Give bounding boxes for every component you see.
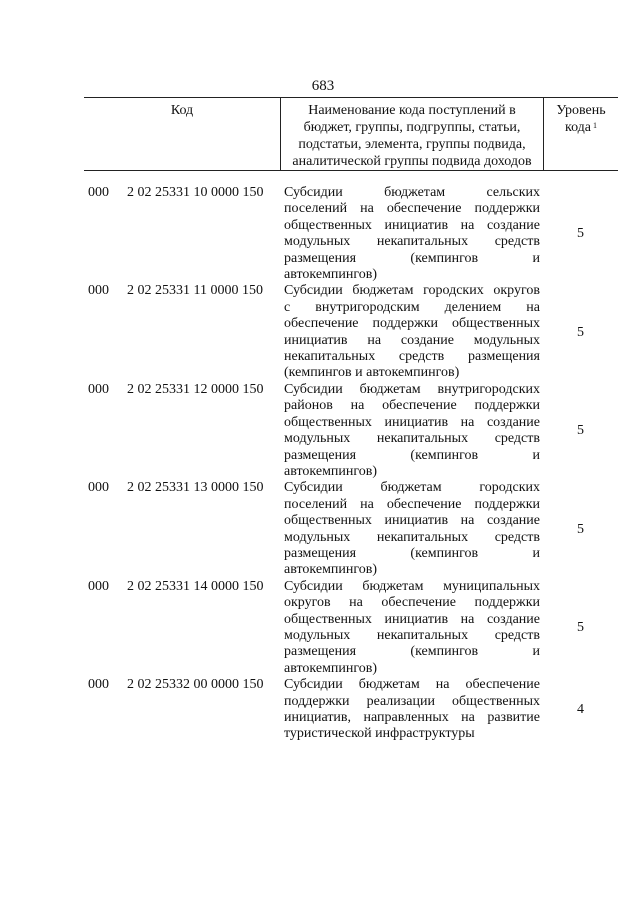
row-name-line: размещения (кемпингов и xyxy=(284,545,540,561)
header-name xyxy=(281,102,543,170)
row-name-line: автокемпингов) xyxy=(284,463,378,479)
row-name-line: Субсидии бюджетам городских округов xyxy=(284,283,540,299)
row-name-line: с внутригородским делением на xyxy=(284,299,540,315)
header-name-line: бюджет, группы, подгруппы, статьи, xyxy=(303,120,521,135)
row-revenue-code: 2 02 25331 13 0000 150 xyxy=(127,480,264,496)
row-name xyxy=(284,185,540,283)
row-level: 5 xyxy=(577,226,584,242)
table-body xyxy=(84,185,618,743)
revenue-code-table xyxy=(84,97,618,742)
row-name-line: размещения (кемпингов и xyxy=(284,250,540,266)
table-row xyxy=(84,283,618,381)
table-header xyxy=(84,97,618,171)
row-name-line: (кемпингов и автокемпингов) xyxy=(284,365,460,381)
header-code: Код xyxy=(170,103,194,118)
row-name-line: некапитальных средств размещения xyxy=(284,349,540,365)
row-name-line: поддержки реализации общественных xyxy=(284,693,540,709)
row-name-line: размещения (кемпингов и xyxy=(284,447,540,463)
row-name-line: общественных инициатив на создание xyxy=(284,513,540,529)
header-level xyxy=(544,102,618,136)
table-row xyxy=(84,382,618,480)
header-level-text: кода xyxy=(564,120,592,135)
row-name-line: обеспечение поддержки общественных xyxy=(284,316,540,332)
row-name-line: поселений на обеспечение поддержки xyxy=(284,201,540,217)
header-name-line: аналитической группы подвида доходов xyxy=(292,154,532,169)
row-level: 4 xyxy=(577,702,584,717)
row-name-line: туристической инфраструктуры xyxy=(284,726,475,742)
row-admin-code: 000 xyxy=(88,677,109,693)
row-name-line: Субсидии бюджетам сельских xyxy=(284,185,540,200)
row-name-line: модульных некапитальных средств xyxy=(284,234,540,250)
row-admin-code: 000 xyxy=(88,480,109,496)
row-revenue-code: 2 02 25331 11 0000 150 xyxy=(127,283,263,299)
row-name-line: Субсидии бюджетам на обеспечение xyxy=(284,677,540,693)
row-revenue-code: 2 02 25331 12 0000 150 xyxy=(127,381,264,397)
row-name-line: общественных инициатив на создание xyxy=(284,414,540,430)
row-name-line: Субсидии бюджетам муниципальных xyxy=(284,578,540,594)
row-name-line: инициатив на создание модульных xyxy=(284,332,540,348)
row-admin-code: 000 xyxy=(88,381,109,397)
row-name-line: общественных инициатив на создание xyxy=(284,611,540,627)
row-name-line: Субсидии бюджетам внутригородских xyxy=(284,381,540,397)
row-revenue-code: 2 02 25331 10 0000 150 xyxy=(127,185,264,200)
row-name xyxy=(284,382,540,480)
row-name-line: модульных некапитальных средств xyxy=(284,431,540,447)
row-name-line: инициатив, направленных на развитие xyxy=(284,710,540,725)
row-admin-code: 000 xyxy=(88,185,109,200)
header-level-line: Уровень xyxy=(556,103,606,118)
row-name-line: автокемпингов) xyxy=(284,267,378,283)
row-name-line: модульных некапитальных средств xyxy=(284,627,540,643)
header-name-line: подстатьи, элемента, группы подвида, xyxy=(298,137,526,152)
row-name-line: общественных инициатив на создание xyxy=(284,217,540,233)
row-name-line: Субсидии бюджетам городских xyxy=(284,480,540,496)
row-level: 5 xyxy=(577,423,584,439)
header-name-line: Наименование кода поступлений в xyxy=(308,103,516,118)
page-number: 683 xyxy=(311,78,335,94)
table-row xyxy=(84,480,618,578)
row-level: 5 xyxy=(577,324,584,340)
row-name xyxy=(284,579,540,677)
row-admin-code: 000 xyxy=(88,578,109,594)
header-level-line xyxy=(544,119,618,136)
table-row xyxy=(84,677,618,743)
row-name-line: модульных некапитальных средств xyxy=(284,529,540,545)
row-name xyxy=(284,480,540,578)
row-name-line: округов на обеспечение поддержки xyxy=(284,595,540,611)
row-name xyxy=(284,283,540,381)
row-level: 5 xyxy=(577,521,584,537)
row-admin-code: 000 xyxy=(88,283,109,299)
row-name-line: автокемпингов) xyxy=(284,660,378,676)
table-row xyxy=(84,579,618,677)
row-name-line: районов на обеспечение поддержки xyxy=(284,398,540,414)
row-name xyxy=(284,677,540,743)
row-name-line: размещения (кемпингов и xyxy=(284,644,540,660)
row-name-line: автокемпингов) xyxy=(284,562,378,578)
row-level: 5 xyxy=(577,619,584,635)
table-row xyxy=(84,185,618,283)
footnote-marker: 1 xyxy=(593,121,598,130)
row-revenue-code: 2 02 25332 00 0000 150 xyxy=(127,677,264,693)
row-name-line: поселений на обеспечение поддержки xyxy=(284,496,540,512)
row-revenue-code: 2 02 25331 14 0000 150 xyxy=(127,578,264,594)
